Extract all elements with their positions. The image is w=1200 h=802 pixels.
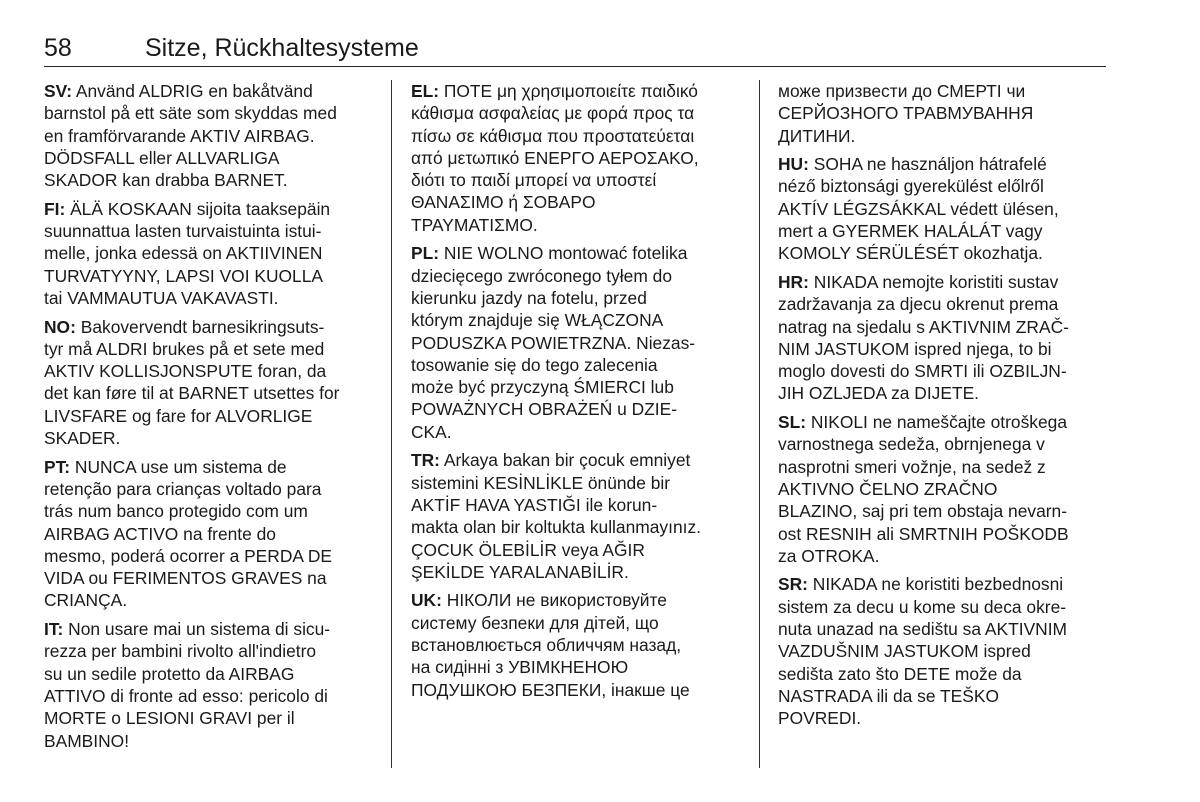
warning-paragraph — [411, 589, 747, 700]
paragraph-line — [778, 433, 1114, 455]
paragraph-line — [411, 376, 747, 398]
line-text: διότι το παιδί μπορεί να υποστεί — [411, 170, 657, 191]
paragraph-line — [411, 102, 747, 124]
line-text: на сидінні з УВІМКНЕНОЮ — [411, 657, 629, 678]
line-text: AKTÍV LÉGZSÁKKAL védett ülésen, — [778, 198, 1059, 219]
warning-paragraph — [411, 242, 747, 443]
line-text: makta olan bir koltukta kullanmayınız. — [411, 517, 701, 538]
line-text: LIVSFARE og fare for ALVORLIGE — [44, 405, 313, 426]
header-rule — [44, 66, 1106, 67]
line-text: NIM JASTUKOM ispred njega, to bi — [778, 338, 1052, 359]
paragraph-line — [411, 354, 747, 376]
paragraph-line — [44, 147, 380, 169]
paragraph-line — [411, 656, 747, 678]
paragraph-line — [778, 80, 1114, 102]
paragraph-line — [778, 707, 1114, 729]
paragraph-line — [778, 338, 1114, 360]
paragraph-line — [411, 147, 747, 169]
language-code: HR: — [778, 271, 809, 292]
paragraph-line — [44, 523, 380, 545]
line-text: Non usare mai un sistema di sicu- — [63, 619, 331, 640]
line-text: nasprotni smeri vožnje, na sedež z — [778, 456, 1046, 477]
line-text: DÖDSFALL eller ALLVARLIGA — [44, 147, 280, 168]
line-text: CRIANÇA. — [44, 590, 128, 611]
line-text: NIKADA ne koristiti bezbednosni — [807, 574, 1064, 595]
line-text: από μετωπικό ΕΝΕΡΓΟ ΑΕΡΟΣΑΚΟ, — [411, 147, 699, 168]
line-text: BLAZINO, saj pri tem obstaja nevarn- — [778, 501, 1067, 522]
line-text: retenção para crianças voltado para — [44, 478, 322, 499]
line-text: dziecięcego zwróconego tyłem do — [411, 265, 673, 286]
line-text: ДИТИНИ. — [778, 125, 856, 146]
paragraph-line — [411, 309, 747, 331]
paragraph-line — [44, 640, 380, 662]
line-text: néző biztonsági gyerekülést előlről — [778, 176, 1044, 197]
line-text: KOMOLY SÉRÜLÉSÉT okozhatja. — [778, 243, 1043, 264]
line-text: suunnattua lasten turvaistuinta istui- — [44, 221, 322, 242]
paragraph-line — [44, 427, 380, 449]
paragraph-line — [44, 382, 380, 404]
line-text: НІКОЛИ не використовуйте — [441, 590, 667, 611]
line-text: може призвести до СМЕРТІ чи — [778, 81, 1026, 101]
line-text: ΤΡΑΥΜΑΤΙΣΜΟ. — [411, 214, 538, 235]
line-text: ÇOCUK ÖLEBİLİR veya AĞIR — [411, 539, 645, 560]
line-text: ПОДУШКОЮ БЕЗПЕКИ, інакше це — [411, 679, 690, 700]
line-text: Använd ALDRIG en bakåtvänd — [72, 81, 313, 101]
paragraph-line — [44, 589, 380, 611]
paragraph-line — [778, 478, 1114, 500]
paragraph-line — [411, 169, 747, 191]
warning-paragraph — [778, 411, 1114, 567]
paragraph-line — [778, 125, 1114, 147]
line-text: nuta unazad na sedištu sa AKTIVNIM — [778, 619, 1068, 640]
line-text: mesmo, poderá ocorrer a PERDA DE — [44, 545, 333, 566]
paragraph-line — [411, 472, 747, 494]
paragraph-line — [44, 80, 380, 102]
column-divider — [759, 80, 760, 768]
line-text: rezza per bambini rivolto all'indietro — [44, 641, 317, 662]
paragraph-line — [778, 220, 1114, 242]
line-text: СЕРЙОЗНОГО ТРАВМУВАННЯ — [778, 103, 1034, 124]
paragraph-line — [411, 539, 747, 561]
paragraph-line — [44, 265, 380, 287]
warning-paragraph — [411, 449, 747, 583]
warning-paragraph — [411, 80, 747, 236]
paragraph-line — [778, 523, 1114, 545]
warning-paragraph — [44, 618, 380, 752]
language-code: SR: — [778, 574, 808, 595]
language-code: IT: — [44, 619, 64, 640]
warning-paragraph — [44, 456, 380, 612]
language-code: HU: — [778, 154, 809, 175]
line-text: varnostnega sedeža, obrnjenega v — [778, 434, 1045, 455]
paragraph-line — [44, 456, 380, 478]
paragraph-line — [778, 685, 1114, 707]
line-text: mert a GYERMEK HALÁLÁT vagy — [778, 221, 1043, 242]
paragraph-line — [411, 449, 747, 471]
paragraph-line — [411, 287, 747, 309]
paragraph-line — [44, 618, 380, 640]
language-code: NO: — [44, 316, 76, 337]
line-text: POVREDI. — [778, 708, 862, 729]
paragraph-line — [44, 316, 380, 338]
paragraph-line — [44, 405, 380, 427]
line-text: trás num banco protegido com um — [44, 501, 308, 522]
language-code: PT: — [44, 456, 71, 477]
line-text: za OTROKA. — [778, 545, 880, 566]
paragraph-line — [778, 500, 1114, 522]
paragraph-line — [44, 198, 380, 220]
line-text: moglo dovesti do SMRTI ili OZBILJN- — [778, 361, 1067, 382]
language-code: PL: — [411, 243, 440, 264]
line-text: NUNCA use um sistema de — [70, 456, 287, 477]
paragraph-line — [44, 338, 380, 360]
warning-paragraph — [778, 153, 1114, 264]
line-text: TURVATYYNY, LAPSI VOI KUOLLA — [44, 265, 323, 286]
line-text: κάθισμα ασφαλείας με φορά προς τα — [411, 103, 695, 124]
line-text: AKTİF HAVA YASTIĞI ile korun- — [411, 494, 658, 515]
line-text: NIKADA nemojte koristiti sustav — [808, 271, 1059, 292]
line-text: систему безпеки для дітей, що — [411, 612, 659, 633]
line-text: kierunku jazdy na fotelu, przed — [411, 287, 647, 308]
page-number: 58 — [44, 34, 72, 62]
paragraph-line — [411, 80, 747, 102]
paragraph-line — [778, 153, 1114, 175]
line-text: ost RESNIH ali SMRTNIH POŠKODB — [778, 523, 1069, 544]
paragraph-line — [411, 679, 747, 701]
paragraph-line — [778, 573, 1114, 595]
line-text: melle, jonka edessä on AKTIIVINEN — [44, 243, 323, 264]
language-code: SV: — [44, 81, 73, 101]
paragraph-line — [44, 500, 380, 522]
line-text: ATTIVO di fronte ad esso: pericolo di — [44, 685, 328, 706]
line-text: BAMBINO! — [44, 730, 130, 751]
line-text: Bakovervendt barnesikringsuts- — [75, 316, 325, 337]
line-text: VAZDUŠNIM JASTUKOM ispred — [778, 641, 1031, 662]
paragraph-line — [778, 271, 1114, 293]
line-text: Arkaya bakan bir çocuk emniyet — [439, 450, 691, 471]
paragraph-line — [778, 596, 1114, 618]
paragraph-line — [778, 640, 1114, 662]
paragraph-line — [411, 612, 747, 634]
line-text: ŞEKİLDE YARALANABİLİR. — [411, 561, 629, 582]
paragraph-line — [44, 360, 380, 382]
column-divider — [391, 80, 392, 768]
warning-paragraph — [778, 573, 1114, 729]
line-text: встановлюється обличчям назад, — [411, 635, 682, 656]
paragraph-line — [778, 293, 1114, 315]
line-text: ÄLÄ KOSKAAN sijoita taaksepäin — [65, 198, 331, 219]
paragraph-line — [411, 125, 747, 147]
section-title: Sitze, Rückhaltesysteme — [145, 34, 419, 62]
warning-paragraph — [44, 198, 380, 309]
page-header — [44, 30, 1106, 66]
line-text: sistem za decu u kome su deca okre- — [778, 596, 1067, 617]
paragraph-line — [44, 287, 380, 309]
line-text: tyr må ALDRI brukes på et sete med — [44, 338, 325, 359]
line-text: NIKOLI ne nameščajte otroškega — [806, 412, 1068, 433]
line-text: tosowanie się do tego zalecenia — [411, 354, 658, 375]
paragraph-line — [411, 561, 747, 583]
line-text: POWAŻNYCH OBRAŻEŃ u DZIE- — [411, 399, 678, 420]
line-text: ΠΟΤΕ μη χρησιμοποιείτε παιδικό — [439, 81, 698, 101]
paragraph-line — [44, 685, 380, 707]
paragraph-line — [44, 567, 380, 589]
paragraph-line — [778, 175, 1114, 197]
paragraph-line — [411, 242, 747, 264]
paragraph-line — [411, 516, 747, 538]
line-text: SKADER. — [44, 428, 121, 449]
line-text: det kan føre til at BARNET utsettes for — [44, 383, 340, 404]
paragraph-line — [44, 125, 380, 147]
line-text: NIE WOLNO montować fotelika — [439, 243, 688, 264]
paragraph-line — [778, 242, 1114, 264]
paragraph-line — [411, 265, 747, 287]
line-text: AKTIVNO ČELNO ZRAČNO — [778, 478, 998, 499]
paragraph-line — [411, 332, 747, 354]
paragraph-line — [778, 456, 1114, 478]
paragraph-line — [411, 398, 747, 420]
line-text: NASTRADA ili da se TEŠKO — [778, 685, 999, 706]
line-text: su un sedile protetto da AIRBAG — [44, 663, 295, 684]
line-text: sedišta zato što DETE može da — [778, 663, 1022, 684]
paragraph-line — [778, 545, 1114, 567]
language-code: FI: — [44, 198, 66, 219]
text-column-3 — [778, 80, 1114, 736]
paragraph-line — [411, 494, 747, 516]
paragraph-line — [778, 411, 1114, 433]
line-text: CKA. — [411, 421, 452, 442]
warning-paragraph — [778, 80, 1114, 147]
paragraph-line — [411, 634, 747, 656]
line-text: πίσω σε κάθισμα που προστατεύεται — [411, 125, 695, 146]
paragraph-line — [778, 102, 1114, 124]
paragraph-line — [778, 663, 1114, 685]
line-text: AKTIV KOLLISJONSPUTE foran, da — [44, 361, 327, 382]
language-code: TR: — [411, 450, 440, 471]
paragraph-line — [44, 478, 380, 500]
line-text: PODUSZKA POWIETRZNA. Niezas- — [411, 332, 696, 353]
line-text: VIDA ou FERIMENTOS GRAVES na — [44, 568, 327, 589]
line-text: JIH OZLJEDA za DIJETE. — [778, 383, 980, 404]
paragraph-line — [778, 198, 1114, 220]
warning-paragraph — [44, 316, 380, 450]
paragraph-line — [44, 169, 380, 191]
paragraph-line — [411, 214, 747, 236]
line-text: może być przyczyną ŚMIERCI lub — [411, 377, 674, 398]
paragraph-line — [44, 663, 380, 685]
paragraph-line — [44, 545, 380, 567]
paragraph-line — [44, 730, 380, 752]
line-text: AIRBAG ACTIVO na frente do — [44, 523, 276, 544]
line-text: tai VAMMAUTUA VAKAVASTI. — [44, 287, 279, 308]
line-text: en framförvarande AKTIV AIRBAG. — [44, 125, 315, 146]
line-text: barnstol på ett säte som skyddas med — [44, 103, 337, 124]
language-code: UK: — [411, 590, 442, 611]
paragraph-line — [411, 421, 747, 443]
paragraph-line — [44, 220, 380, 242]
text-column-2 — [411, 80, 747, 707]
paragraph-line — [44, 242, 380, 264]
line-text: MORTE o LESIONI GRAVI per il — [44, 708, 295, 729]
text-column-1 — [44, 80, 380, 758]
paragraph-line — [778, 316, 1114, 338]
paragraph-line — [411, 589, 747, 611]
paragraph-line — [44, 102, 380, 124]
paragraph-line — [778, 382, 1114, 404]
line-text: natrag na sjedalu s AKTIVNIM ZRAČ- — [778, 316, 1069, 337]
line-text: zadržavanja za djecu okrenut prema — [778, 294, 1059, 315]
line-text: którym znajduje się WŁĄCZONA — [411, 310, 664, 331]
paragraph-line — [44, 707, 380, 729]
line-text: sistemini KESİNLİKLE önünde bir — [411, 472, 671, 493]
line-text: SOHA ne használjon hátrafelé — [808, 154, 1047, 175]
warning-paragraph — [778, 271, 1114, 405]
line-text: ΘΑΝΑΣΙΜΟ ή ΣΟΒΑΡΟ — [411, 192, 596, 213]
paragraph-line — [411, 191, 747, 213]
paragraph-line — [778, 618, 1114, 640]
language-code: EL: — [411, 81, 440, 101]
paragraph-line — [778, 360, 1114, 382]
line-text: SKADOR kan drabba BARNET. — [44, 170, 288, 191]
warning-paragraph — [44, 80, 380, 191]
language-code: SL: — [778, 412, 807, 433]
